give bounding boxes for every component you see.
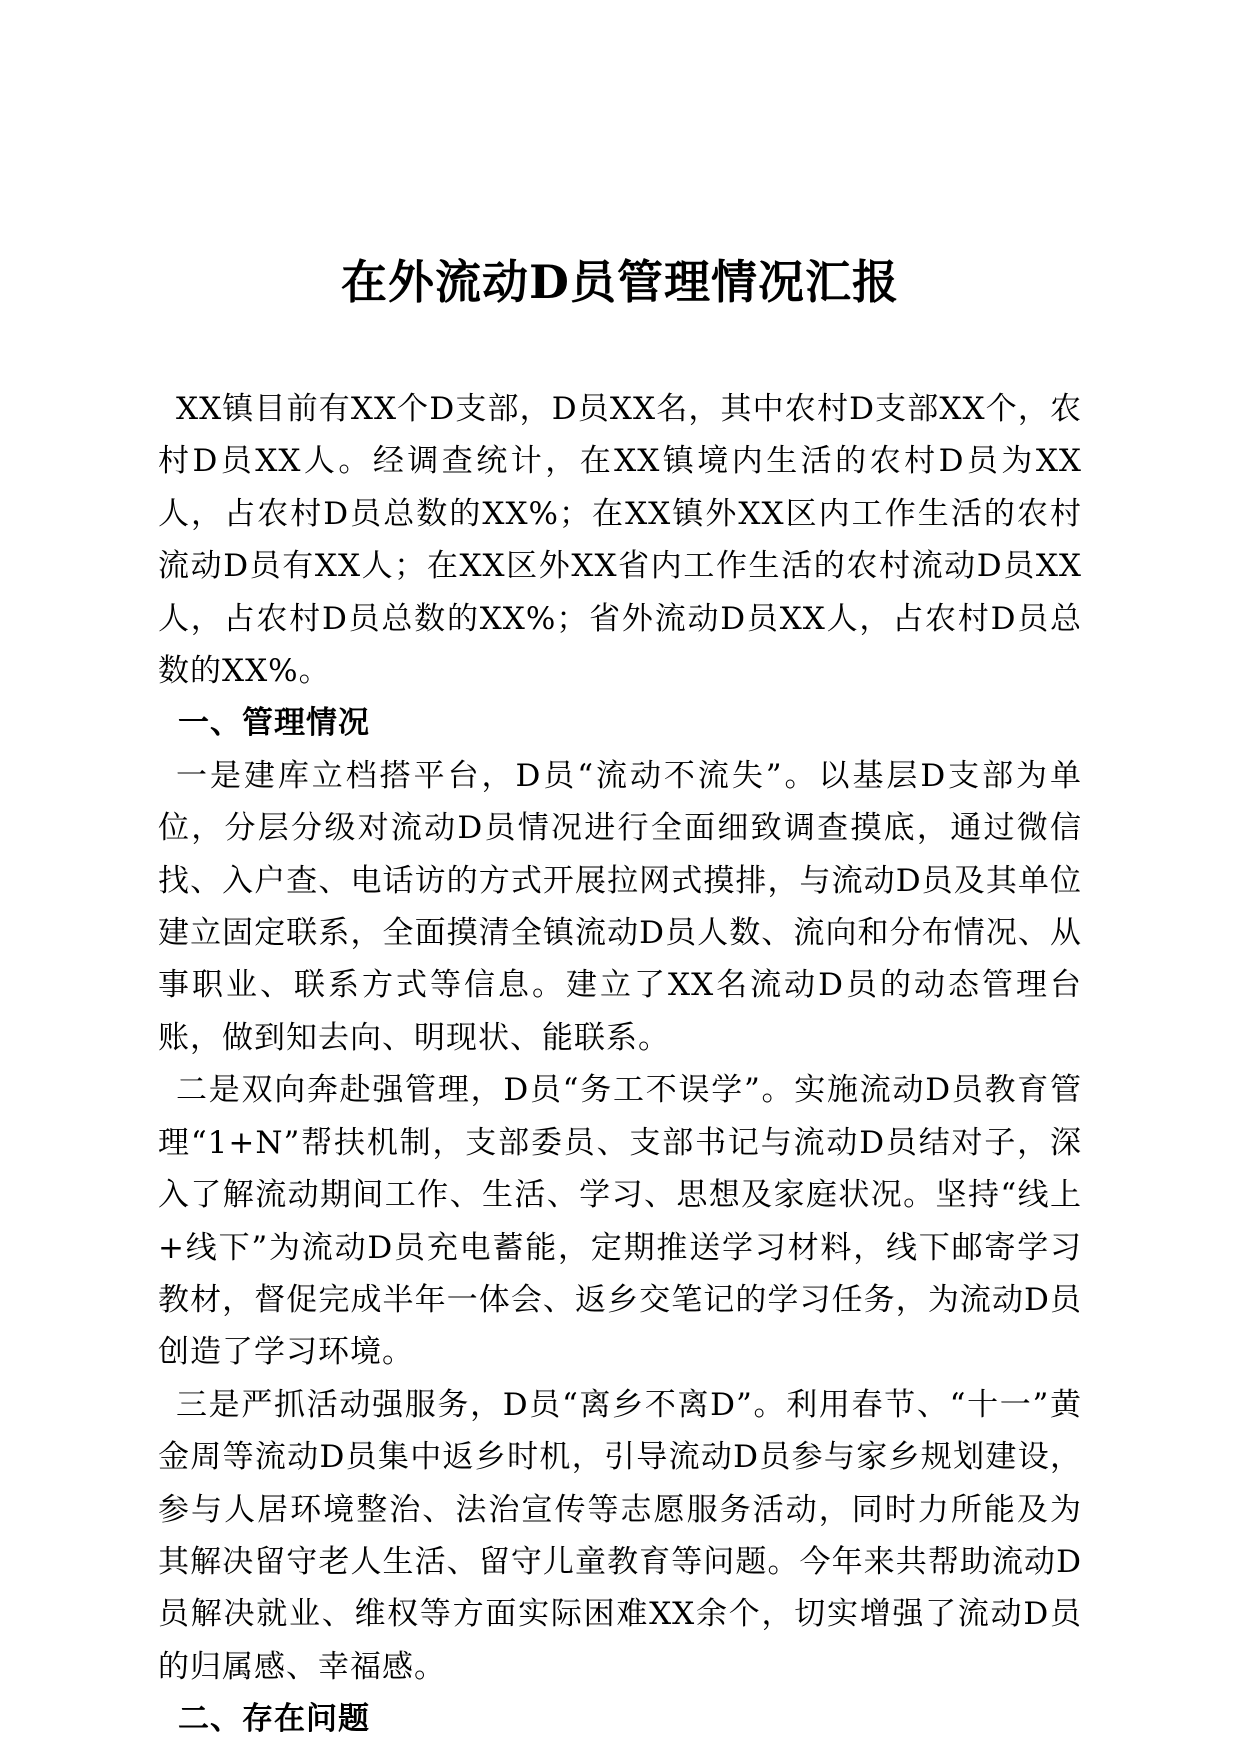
document-title: 在外流动D员管理情况汇报 — [341, 255, 899, 309]
paragraph-archive-platform: 一是建库立档搭平台，D员“流动不流失”。以基层D支部为单位，分层分级对流动D员情况进行全面细致调查摸底，通过微信找、入户查、电话访的方式开展拉网式摸排，与流动D员及其单位建立固定联系，全面摸清全镇流动D员人数、流向和分布情况、从事职业、联系方式等信息。建立了XX名流动D员的动态管理台账，做到知去向、明现状、能联系。 — [158, 757, 1082, 1056]
section-heading-problems: 二、存在问题 — [178, 1701, 370, 1738]
paragraph-activity-service: 三是严抓活动强服务，D员“离乡不离D”。利用春节、“十一”黄金周等流动D员集中返乡时机，引导流动D员参与家乡规划建设，参与人居环境整治、法治宣传等志愿服务活动，同时力所能及为其解决留守老人生活、留守儿童教育等问题。今年来共帮助流动D员解决就业、维权等方面实际困难XX余个，切实增强了流动D员的归属感、幸福感。 — [158, 1386, 1082, 1685]
paragraph-two-way-management: 二是双向奔赴强管理，D员“务工不误学”。实施流动D员教育管理“1+N”帮扶机制，支部委员、支部书记与流动D员结对子，深入了解流动期间工作、生活、学习、思想及家庭状况。坚持“线上+线下”为流动D员充电蓄能，定期推送学习材料，线下邮寄学习教材，督促完成半年一体会、返乡交笔记的学习任务，为流动D员创造了学习环境。 — [158, 1072, 1082, 1371]
document-body — [158, 383, 1082, 1746]
section-heading-management: 一、管理情况 — [178, 705, 370, 742]
intro-paragraph: XX镇目前有XX个D支部，D员XX名，其中农村D支部XX个，农村D员XX人。经调查统计，在XX镇境内生活的农村D员为XX人，占农村D员总数的XX%；在XX镇外XX区内工作生活的农村流动D员有XX人；在XX区外XX省内工作生活的农村流动D员XX人，占农村D员总数的XX%；省外流动D员XX人，占农村D员总数的XX%。 — [158, 391, 1082, 690]
